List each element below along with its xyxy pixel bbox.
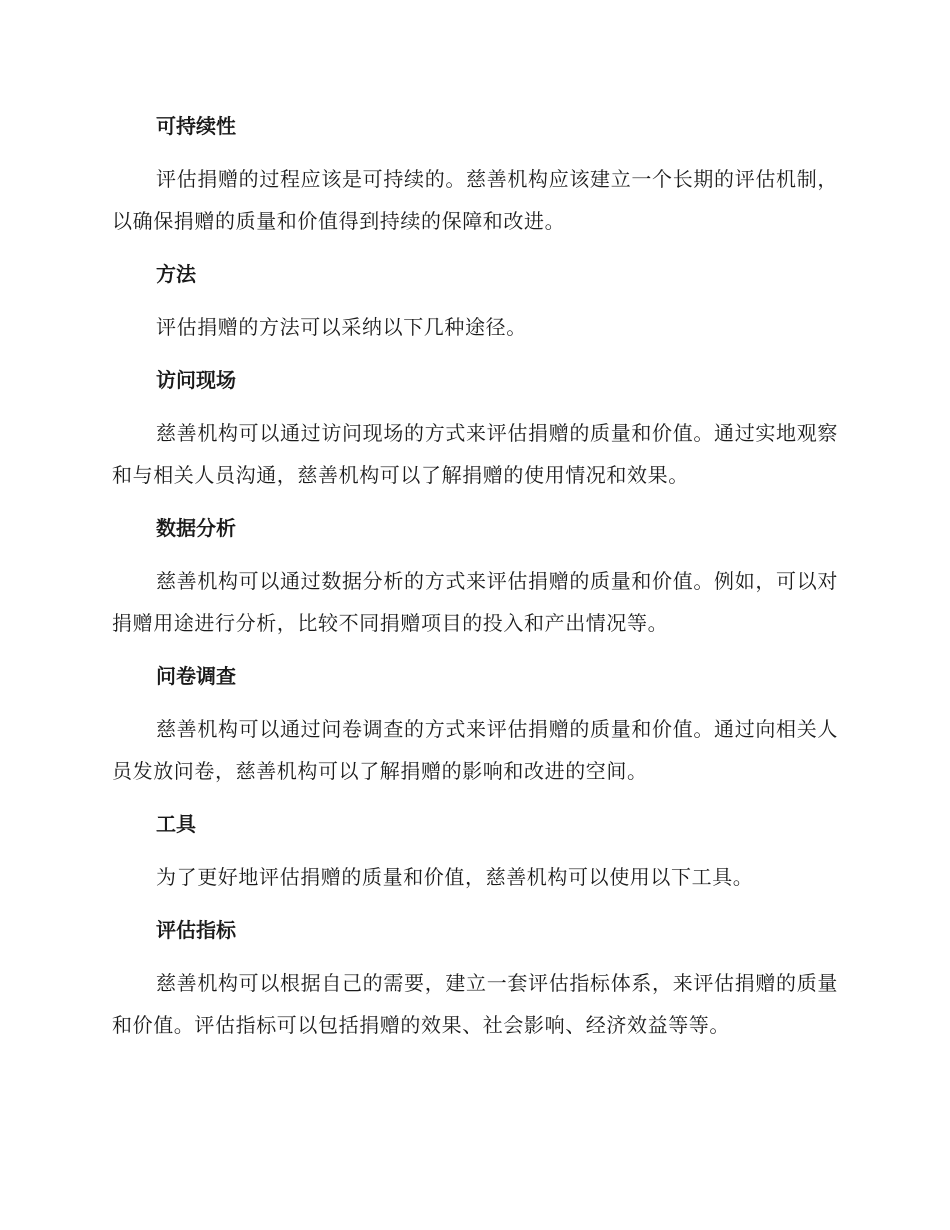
section-heading: 数据分析: [156, 516, 236, 540]
section-evaluation-indicators: [112, 910, 838, 1046]
section-paragraph: 为了更好地评估捐赠的质量和价值，慈善机构可以使用以下工具。: [156, 865, 754, 889]
section-paragraph: 评估捐赠的过程应该是可持续的。慈善机构应该建立一个长期的评估机制，以确保捐赠的质量和价值得到持续的保障和改进。: [112, 167, 838, 233]
section-paragraph: 慈善机构可以通过问卷调查的方式来评估捐赠的质量和价值。通过向相关人员发放问卷，慈善机构可以了解捐赠的影响和改进的空间。: [112, 717, 838, 783]
section-heading: 访问现场: [156, 368, 236, 392]
section-heading: 方法: [156, 262, 196, 286]
section-methods: [112, 254, 838, 348]
section-paragraph: 评估捐赠的方法可以采纳以下几种途径。: [156, 315, 527, 339]
section-heading: 可持续性: [156, 114, 236, 138]
section-paragraph: 慈善机构可以根据自己的需要，建立一套评估指标体系，来评估捐赠的质量和价值。评估指标可以包括捐赠的效果、社会影响、经济效益等等。: [112, 971, 838, 1037]
section-data-analysis: [112, 508, 838, 644]
section-paragraph: 慈善机构可以通过数据分析的方式来评估捐赠的质量和价值。例如，可以对捐赠用途进行分析，比较不同捐赠项目的投入和产出情况等。: [112, 569, 838, 635]
section-site-visit: [112, 360, 838, 496]
section-questionnaire: [112, 656, 838, 792]
section-sustainability: [112, 106, 838, 242]
section-heading: 工具: [156, 812, 196, 836]
section-heading: 问卷调查: [156, 664, 236, 688]
section-paragraph: 慈善机构可以通过访问现场的方式来评估捐赠的质量和价值。通过实地观察和与相关人员沟通，慈善机构可以了解捐赠的使用情况和效果。: [112, 421, 838, 487]
section-tools: [112, 804, 838, 898]
section-heading: 评估指标: [156, 918, 236, 942]
